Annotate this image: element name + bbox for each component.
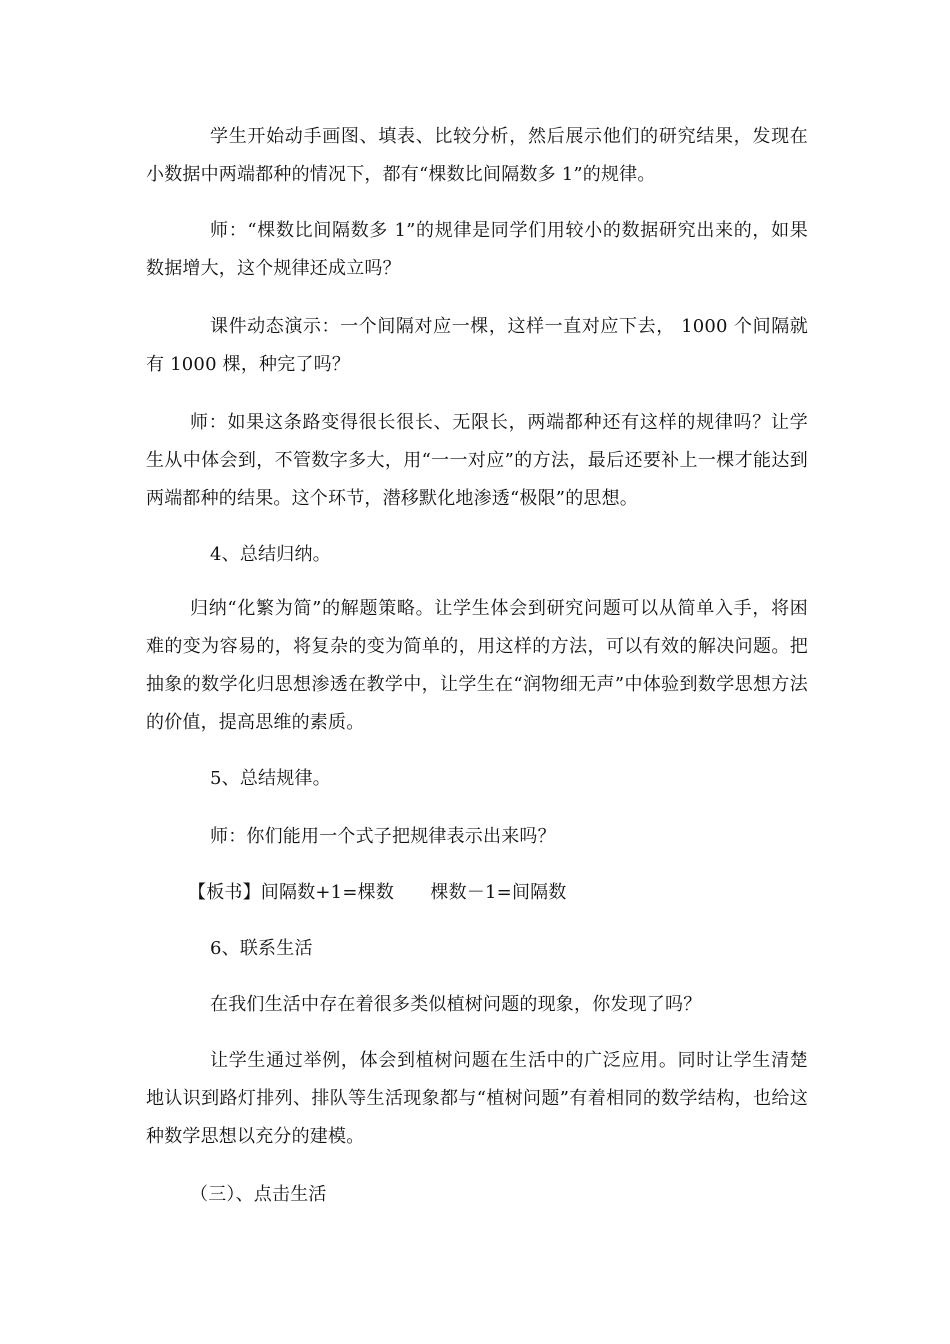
paragraph-life-phenomena: 在我们生活中存在着很多类似植树问题的现象，你发现了吗？ — [210, 994, 702, 1015]
paragraph-teacher-formula-question: 师：你们能用一个式子把规律表示出来吗？ — [210, 826, 556, 847]
paragraph-courseware-demo: 课件动态演示：一个间隔对应一棵，这样一直对应下去， 1000 个间隔就有 1000 棵，种完了吗？ — [146, 316, 808, 375]
paragraph-examples-application: 让学生通过举例，体会到植树问题在生活中的广泛应用。同时让学生清楚地认识到路灯排列、排队等生活现象都与“植树问题”有着相同的数学结构，也给这种数学思想以充分的建模。 — [146, 1050, 808, 1147]
paragraph-teacher-question-rule: 师：“棵数比间隔数多 1”的规律是同学们用较小的数据研究出来的，如果数据增大，这个规律还成立吗？ — [146, 220, 808, 279]
paragraph-infinite-road: 师：如果这条路变得很长很长、无限长，两端都种还有这样的规律吗？让学生从中体会到，不管数字多大，用“一一对应”的方法，最后还要补上一棵才能达到两端都种的结果。这个环节，潜移默化地渗透“极限”的思想。 — [146, 412, 808, 509]
heading-life-6: 6、联系生活 — [210, 938, 313, 959]
heading-summary-4: 4、总结归纳。 — [210, 544, 331, 565]
heading-section-3: （三）、点击生活 — [190, 1184, 327, 1205]
paragraph-board-formula: 【板书】间隔数+1=棵数 棵数－1=间隔数 — [188, 882, 567, 903]
paragraph-simplify-strategy: 归纳“化繁为简”的解题策略。让学生体会到研究问题可以从简单入手，将困难的变为容易的，将复杂的变为简单的，用这样的方法，可以有效的解决问题。把抽象的数学化归思想渗透在教学中，让学生在“润物细无声”中体验到数学思想方法的价值，提高思维的素质。 — [146, 598, 808, 733]
heading-summary-5: 5、总结规律。 — [210, 768, 331, 789]
paragraph-research-results: 学生开始动手画图、填表、比较分析，然后展示他们的研究结果，发现在小数据中两端都种的情况下，都有“棵数比间隔数多 1”的规律。 — [146, 126, 808, 185]
